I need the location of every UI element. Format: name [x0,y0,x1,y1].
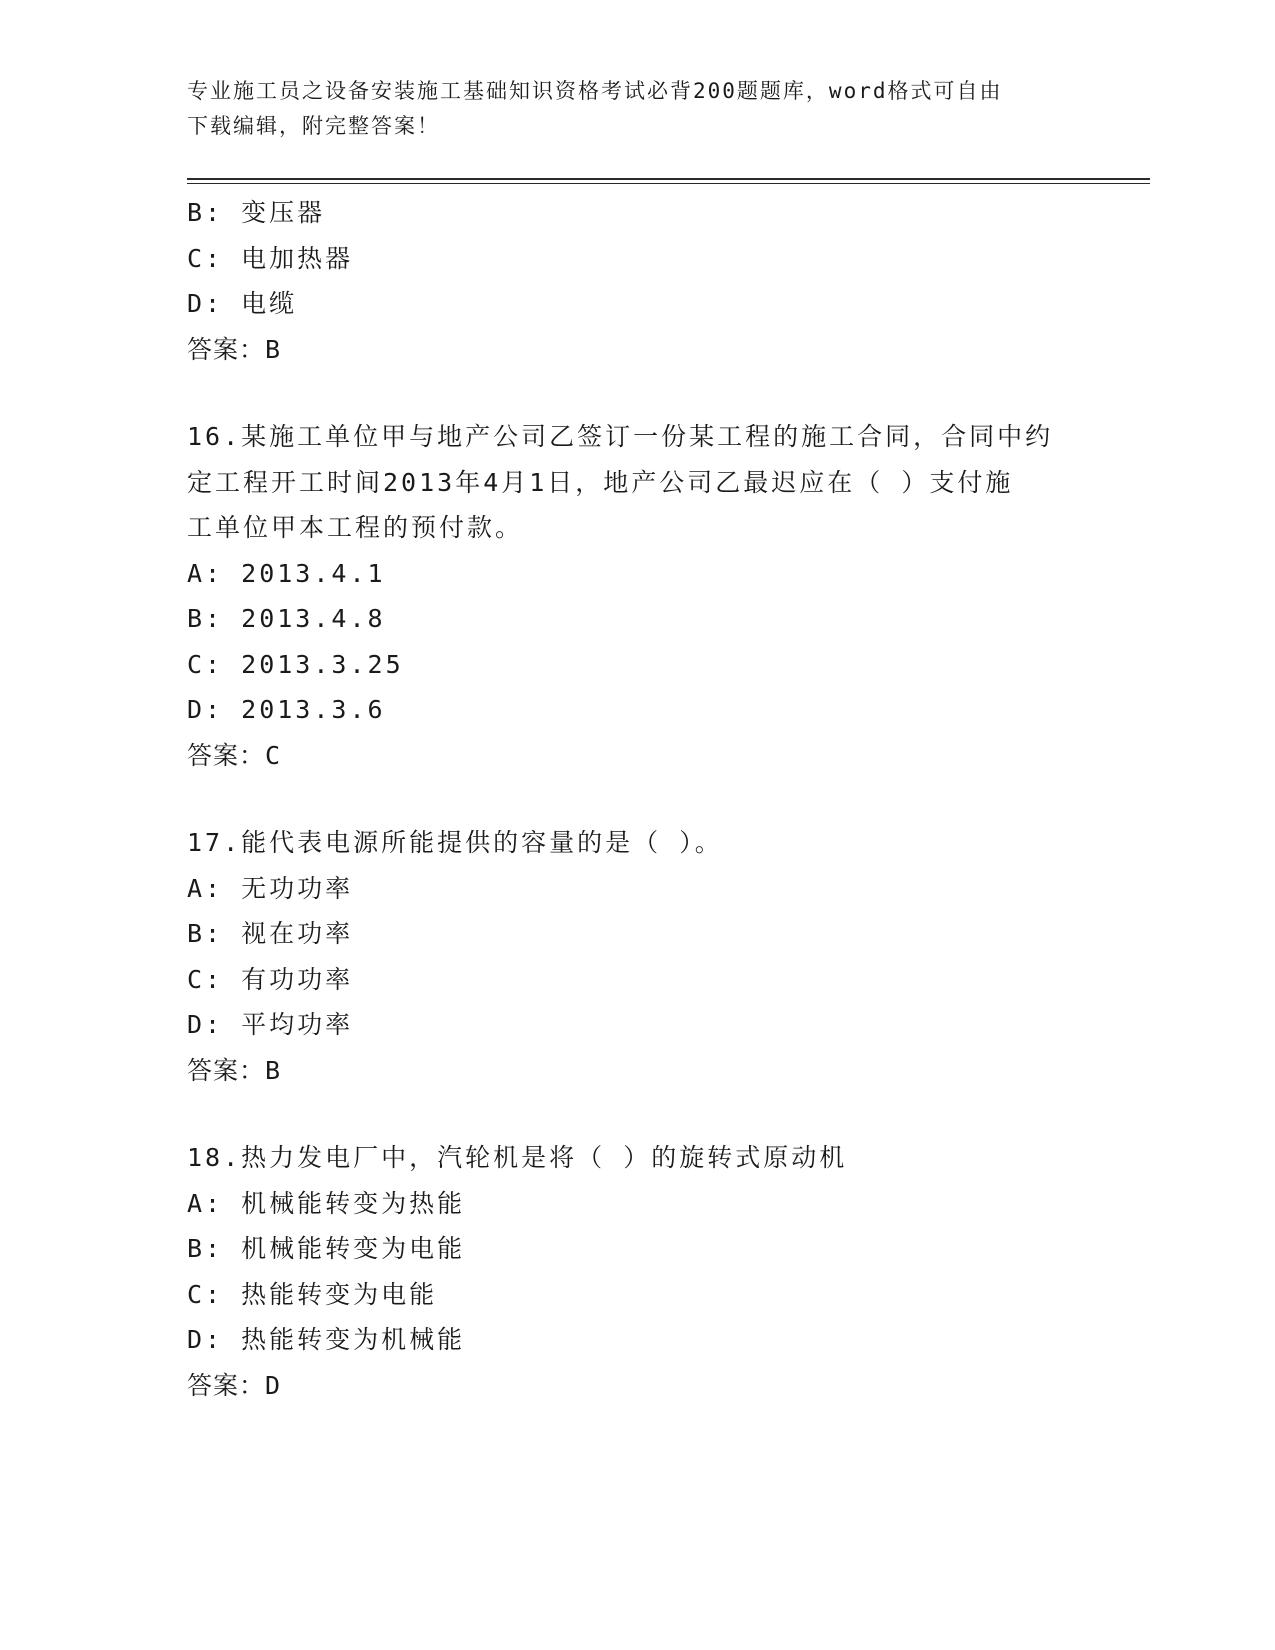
option-d: D: 平均功率 [187,1010,354,1039]
answer-line: 答案：D [187,1370,282,1400]
option-c: C: 2013.3.25 [187,649,404,679]
option-d: D: 热能转变为机械能 [187,1325,466,1354]
option-c: C: 有功功率 [187,964,354,994]
option-a: A: 机械能转变为热能 [187,1188,466,1218]
header-divider-thin [187,183,1150,184]
header-line-2: 下载编辑，附完整答案！ [187,114,440,138]
question-block-17 [187,820,1087,1093]
spacer [187,372,1087,414]
option-a: A: 无功功率 [187,873,354,903]
question-text-line: 18.热力发电厂中，汽轮机是将（ ）的旋转式原动机 [187,1143,848,1172]
question-text-line: 工单位甲本工程的预付款。 [187,513,524,542]
option-c: C: 电加热器 [187,243,354,273]
header-line-1: 专业施工员之设备安装施工基础知识资格考试必背200题题库，word格式可自由 [187,79,1003,103]
document-header [187,74,1067,144]
answer-line: 答案：B [187,334,282,364]
answer-line: 答案：B [187,1055,282,1085]
option-b: B: 变压器 [187,198,326,227]
question-block-18 [187,1135,1087,1408]
header-divider-thick [187,178,1150,180]
option-b: B: 视在功率 [187,919,354,948]
question-block-15 [187,190,1087,372]
question-text-line: 17.能代表电源所能提供的容量的是（ ）。 [187,828,723,857]
question-text-line: 16.某施工单位甲与地产公司乙签订一份某工程的施工合同，合同中约 [187,422,1054,451]
question-content [187,190,1087,1408]
spacer [187,1093,1087,1135]
question-text-line: 定工程开工时间2013年4月1日，地产公司乙最迟应在（ ）支付施 [187,467,1014,497]
option-b: B: 机械能转变为电能 [187,1234,466,1263]
option-d: D: 电缆 [187,289,298,318]
option-a: A: 2013.4.1 [187,558,386,588]
question-block-16 [187,414,1087,778]
option-d: D: 2013.3.6 [187,695,386,724]
option-b: B: 2013.4.8 [187,604,386,633]
answer-line: 答案：C [187,740,282,770]
option-c: C: 热能转变为电能 [187,1279,438,1309]
spacer [187,778,1087,820]
